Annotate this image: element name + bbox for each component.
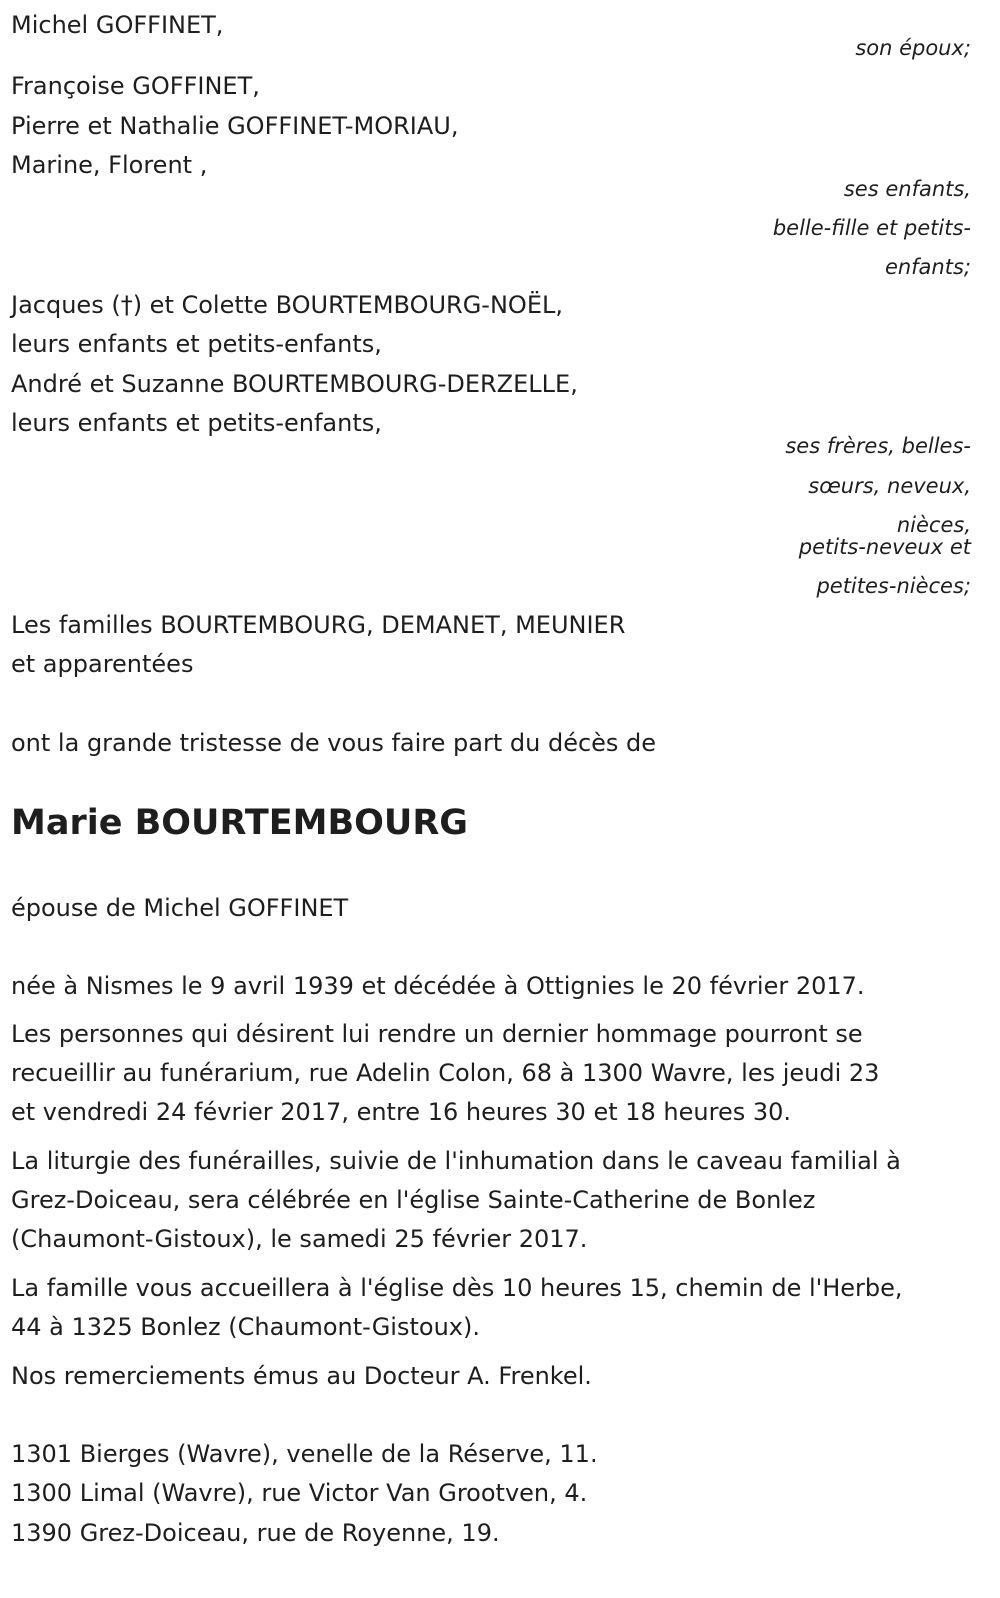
address-line: 1300 Limal (Wavre), rue Victor Van Grootven, 4.	[11, 1479, 588, 1507]
families-line: Les familles BOURTEMBOURG, DEMANET, MEUNIER	[11, 611, 626, 639]
visit-paragraph-line: Les personnes qui désirent lui rendre un dernier hommage pourront se	[11, 1020, 863, 1048]
visit-paragraph-line: recueillir au funérarium, rue Adelin Colon, 68 à 1300 Wavre, les jeudi 23	[11, 1059, 880, 1087]
siblings-line: leurs enfants et petits-enfants,	[11, 330, 382, 358]
thanks-text: Nos remerciements émus au Docteur A. Frenkel.	[11, 1362, 592, 1390]
siblings-line: leurs enfants et petits-enfants,	[11, 409, 382, 437]
funeral-paragraph-line: (Chaumont-Gistoux), le samedi 25 février 2017.	[11, 1225, 588, 1253]
visit-paragraph-line: et vendredi 24 février 2017, entre 16 heures 30 et 18 heures 30.	[11, 1098, 792, 1126]
welcome-paragraph-line: La famille vous accueillera à l'église dès 10 heures 15, chemin de l'Herbe,	[11, 1274, 903, 1302]
address-line: 1301 Bierges (Wavre), venelle de la Réserve, 11.	[11, 1440, 598, 1468]
welcome-paragraph-line: 44 à 1325 Bonlez (Chaumont-Gistoux).	[11, 1313, 480, 1341]
announcement-text: ont la grande tristesse de vous faire part du décès de	[11, 729, 657, 757]
funeral-paragraph-line: La liturgie des funérailles, suivie de l'inhumation dans le caveau familial à	[11, 1147, 901, 1175]
siblings-role-line: petites-nièces;	[816, 574, 971, 598]
siblings-line: Jacques (†) et Colette BOURTEMBOURG-NOËL,	[11, 291, 563, 319]
children-line: Françoise GOFFINET,	[11, 72, 260, 100]
deceased-name: Marie BOURTEMBOURG	[11, 803, 468, 843]
siblings-role-line: ses frères, belles-	[785, 434, 971, 458]
siblings-role-line: petits-neveux et	[798, 535, 971, 559]
children-line: Marine, Florent ,	[11, 151, 208, 179]
spouse-of-text: épouse de Michel GOFFINET	[11, 894, 349, 922]
spouse-line: Michel GOFFINET,	[11, 11, 224, 39]
children-role-line: belle-fille et petits-	[772, 216, 971, 240]
address-line: 1390 Grez-Doiceau, rue de Royenne, 19.	[11, 1519, 500, 1547]
birth-death-text: née à Nismes le 9 avril 1939 et décédée à Ottignies le 20 février 2017.	[11, 972, 865, 1000]
siblings-role-line: sœurs, neveux,	[808, 474, 971, 498]
funeral-paragraph-line: Grez-Doiceau, sera célébrée en l'église Sainte-Catherine de Bonlez	[11, 1186, 816, 1214]
siblings-role-line: nièces,	[896, 513, 971, 537]
families-line: et apparentées	[11, 650, 194, 678]
spouse-role: son époux;	[855, 36, 971, 60]
children-role-line: enfants;	[884, 255, 971, 279]
children-line: Pierre et Nathalie GOFFINET-MORIAU,	[11, 112, 459, 140]
children-role-line: ses enfants,	[843, 177, 971, 201]
siblings-line: André et Suzanne BOURTEMBOURG-DERZELLE,	[11, 370, 578, 398]
